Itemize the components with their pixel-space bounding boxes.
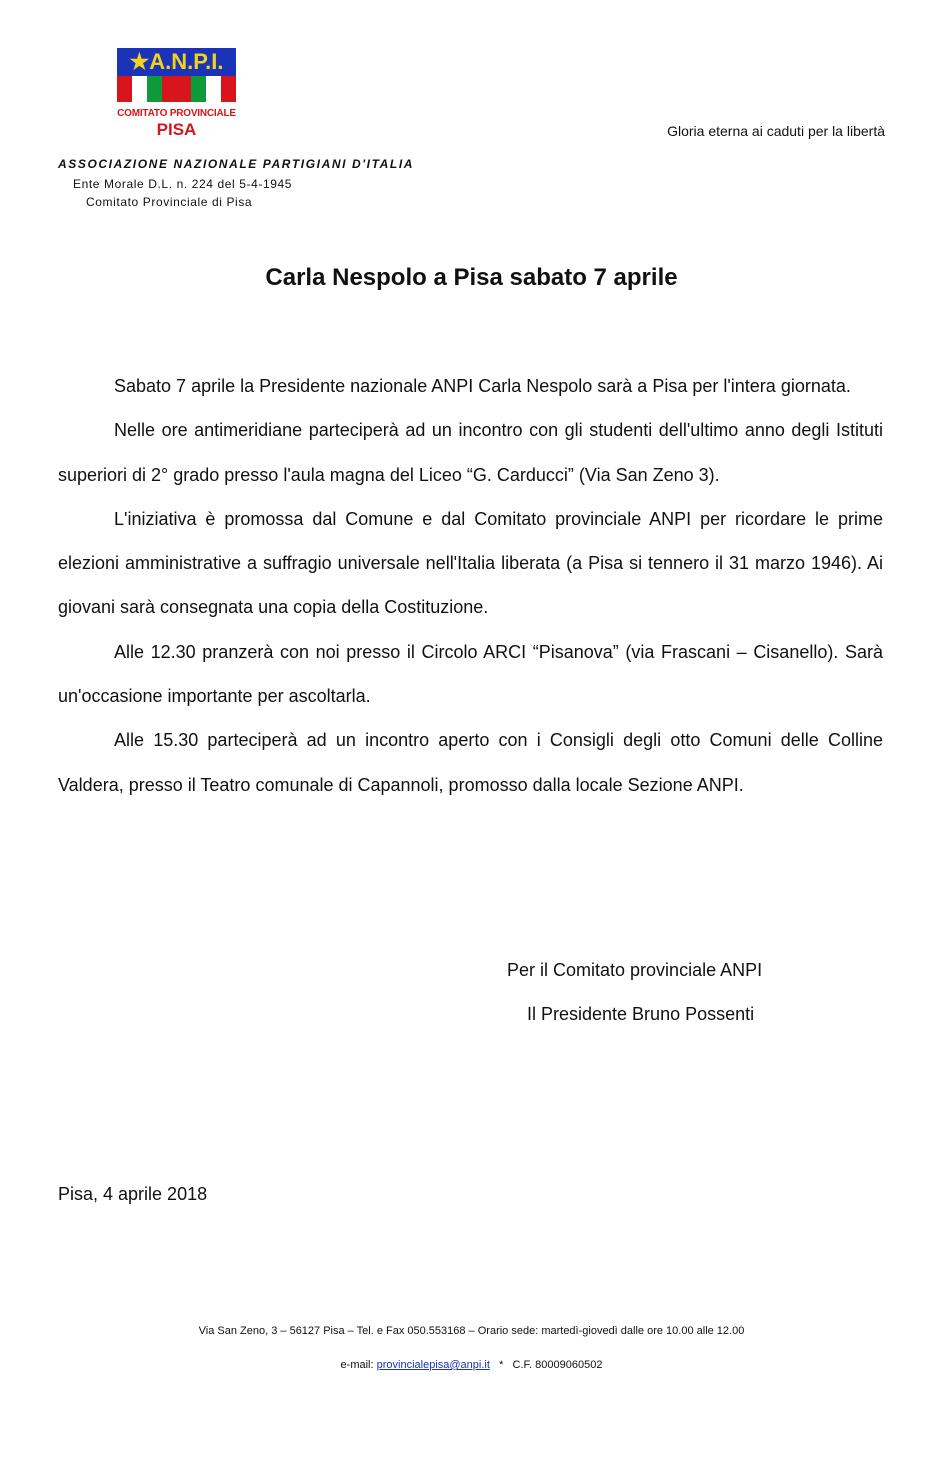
email-link[interactable]: provincialepisa@anpi.it <box>376 1359 490 1371</box>
document-title: Carla Nespolo a Pisa sabato 7 aprile <box>265 264 678 291</box>
paragraph: Alle 12.30 pranzerà con noi presso il Circolo ARCI “Pisanova” (via Frascani – Cisanello). Sarà un'occasione importante per ascoltarla. <box>58 641 883 707</box>
logo-subtitle: COMITATO PROVINCIALE <box>117 108 236 119</box>
flag-stripe-white <box>132 76 147 102</box>
flag-stripe-red <box>162 76 177 102</box>
flag-stripe-red <box>177 76 192 102</box>
signature-line-1: Per il Comitato provinciale ANPI <box>507 960 763 980</box>
association-name: ASSOCIAZIONE NAZIONALE PARTIGIANI D'ITALIA <box>58 157 415 171</box>
signature-line-2: Il Presidente Bruno Possenti <box>527 1004 755 1024</box>
flag-stripe-green <box>147 76 162 102</box>
anpi-logo <box>117 48 236 139</box>
letter-date: Pisa, 4 aprile 2018 <box>58 1184 208 1204</box>
footer-contact <box>0 1359 943 1371</box>
letter-body <box>58 364 883 807</box>
motto: Gloria eterna ai caduti per la libertà <box>667 123 885 139</box>
ente-morale: Ente Morale D.L. n. 224 del 5-4-1945 <box>73 177 293 191</box>
email-label: e-mail: <box>340 1359 374 1371</box>
paragraph: Sabato 7 aprile la Presidente nazionale ANPI Carla Nespolo sarà a Pisa per l'intera giornata. <box>114 376 851 396</box>
logo-flag-stripes <box>117 76 236 102</box>
flag-stripe-red <box>221 76 236 102</box>
flag-stripe-green <box>191 76 206 102</box>
paragraph: Alle 15.30 parteciperà ad un incontro aperto con i Consigli degli otto Comuni delle Colline Valdera, presso il Teatro comunale di Capannoli, promosso dalla locale Sezione ANPI. <box>58 730 883 795</box>
flag-stripe-red <box>117 76 132 102</box>
comitato-provinciale: Comitato Provinciale di Pisa <box>86 195 253 209</box>
footer-address: Via San Zeno, 3 – 56127 Pisa – Tel. e Fax 050.553168 – Orario sede: martedì-giovedì dalle ore 10.00 alle 12.00 <box>198 1325 745 1337</box>
logo-title: ★A.N.P.I. <box>117 48 236 76</box>
logo-city: PISA <box>156 120 197 139</box>
paragraph: Nelle ore antimeridiane parteciperà ad un incontro con gli studenti dell'ultimo anno degli Istituti superiori di 2° grado presso l'aula magna del Liceo “G. Carducci” (Via San Zeno 3). <box>58 420 883 485</box>
tax-code: * C.F. 80009060502 <box>489 1359 603 1371</box>
paragraph: L'iniziativa è promossa dal Comune e dal Comitato provinciale ANPI per ricordare le prime elezioni amministrative a suffragio universale nell'Italia liberata (a Pisa si tennero il 31 marzo 1946). Ai giovani sarà consegnata una copia della Costituzione. <box>58 508 883 618</box>
flag-stripe-white <box>206 76 221 102</box>
